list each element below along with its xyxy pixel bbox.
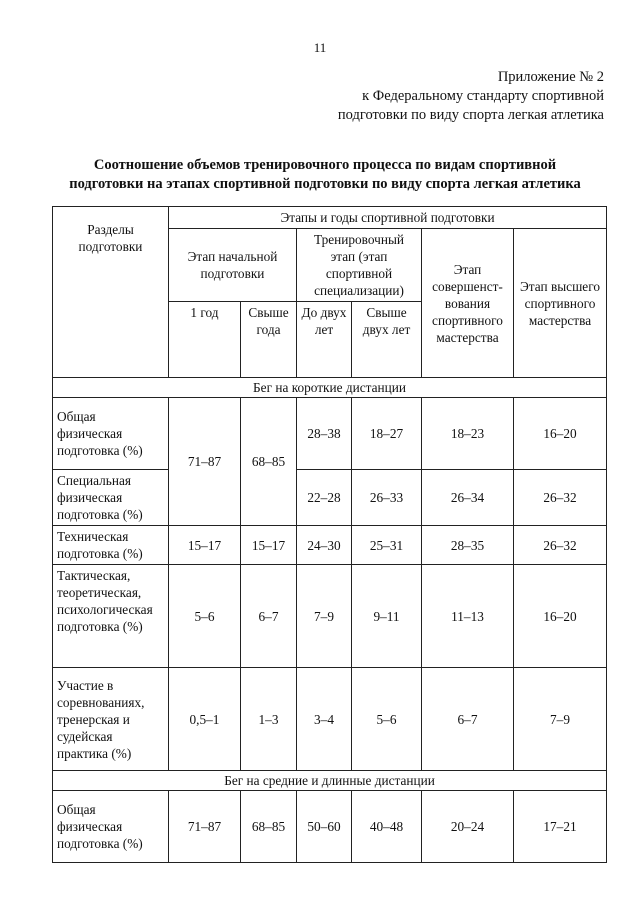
table-cell: 25–31	[352, 526, 422, 565]
cell-sprint-initial-over: 68–85	[241, 398, 297, 526]
table-cell: 24–30	[297, 526, 352, 565]
appendix-line-1: Приложение № 2	[497, 69, 604, 85]
cell-sprint-initial-1y: 71–87	[169, 398, 241, 526]
table-cell: 6–7	[422, 668, 514, 771]
header-improvement-stage: Этап совершенст-вования спортивного мастерства	[422, 229, 514, 378]
title-line-2: подготовки на этапах спортивной подготовки по виду спорта легкая атлетика	[69, 176, 581, 192]
header-stages-years: Этапы и годы спортивной подготовки	[169, 207, 607, 229]
section-sprint: Бег на короткие дистанции	[53, 378, 607, 398]
table-cell: 16–20	[514, 398, 607, 470]
row-label-general-physical-middle: Общая физическая подготовка (%)	[53, 791, 169, 863]
table-cell: 3–4	[297, 668, 352, 771]
row-label-special-physical: Специальная физическая подготовка (%)	[53, 470, 169, 526]
row-label-competition: Участие в соревнованиях, тренерская и судейская практика (%)	[53, 668, 169, 771]
table-cell: 16–20	[514, 565, 607, 668]
table-cell: 15–17	[169, 526, 241, 565]
table-cell: 0,5–1	[169, 668, 241, 771]
header-initial-stage: Этап начальной подготовки	[169, 229, 297, 302]
table-cell: 28–38	[297, 398, 352, 470]
row-label-technical: Техническая подготовка (%)	[53, 526, 169, 565]
table-cell: 7–9	[297, 565, 352, 668]
appendix-line-2: к Федеральному стандарту спортивной	[362, 88, 604, 104]
page-number: 11	[313, 40, 327, 55]
table-cell: 5–6	[352, 668, 422, 771]
table-cell: 5–6	[169, 565, 241, 668]
table-cell: 26–32	[514, 526, 607, 565]
table-cell: 1–3	[241, 668, 297, 771]
table-cell: 20–24	[422, 791, 514, 863]
row-label-general-physical: Общая физическая подготовка (%)	[53, 398, 169, 470]
document-title	[44, 156, 606, 194]
header-higher-stage: Этап высшего спортивного мастерства	[514, 229, 607, 378]
table-cell: 15–17	[241, 526, 297, 565]
table-cell: 26–34	[422, 470, 514, 526]
appendix-block	[338, 68, 604, 125]
table-cell: 9–11	[352, 565, 422, 668]
table-cell: 22–28	[297, 470, 352, 526]
row-label-tactical: Тактическая, теоретическая, психологическая подготовка (%)	[53, 565, 169, 668]
table-cell: 71–87	[169, 791, 241, 863]
header-up-to-two-years: До двух лет	[297, 302, 352, 378]
table-cell: 6–7	[241, 565, 297, 668]
table-cell: 28–35	[422, 526, 514, 565]
table-cell: 11–13	[422, 565, 514, 668]
training-ratio-table	[52, 206, 607, 863]
appendix-line-3: подготовки по виду спорта легкая атлетика	[337, 107, 604, 123]
header-over-year: Свыше года	[241, 302, 297, 378]
table-cell: 26–32	[514, 470, 607, 526]
title-line-1: Соотношение объемов тренировочного процесса по видам спортивной	[93, 157, 557, 173]
table-cell: 68–85	[241, 791, 297, 863]
table-cell: 40–48	[352, 791, 422, 863]
table-cell: 18–23	[422, 398, 514, 470]
header-year-1: 1 год	[169, 302, 241, 378]
header-training-stage: Тренировочный этап (этап спортивной специализации)	[297, 229, 422, 302]
table-cell: 18–27	[352, 398, 422, 470]
table-cell: 7–9	[514, 668, 607, 771]
header-over-two-years: Свыше двух лет	[352, 302, 422, 378]
header-sections: Разделы подготовки	[53, 207, 169, 378]
table-cell: 50–60	[297, 791, 352, 863]
table-cell: 26–33	[352, 470, 422, 526]
table-cell: 17–21	[514, 791, 607, 863]
section-middle-long: Бег на средние и длинные дистанции	[53, 771, 607, 791]
